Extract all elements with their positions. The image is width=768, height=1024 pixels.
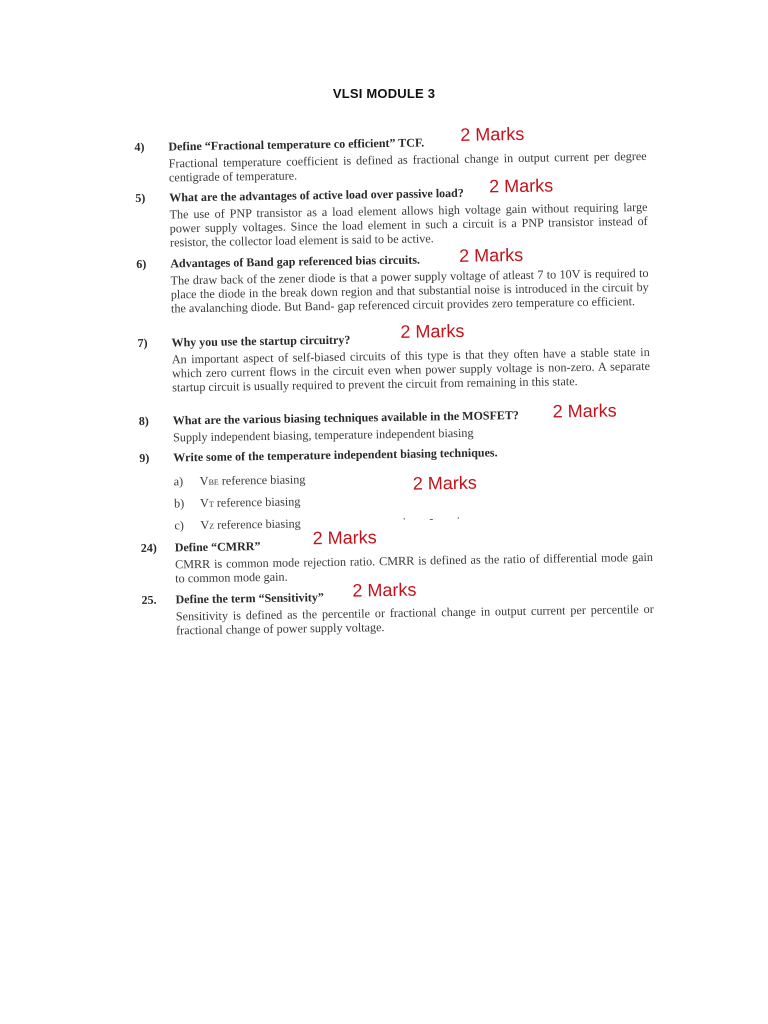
question-text: Advantages of Band gap referenced bias circuits. (170, 252, 421, 271)
question-text: Write some of the temperature independent biasing techniques. (173, 445, 498, 465)
marks-label: 2 Marks (352, 579, 417, 601)
page-title: VLSI MODULE 3 (332, 86, 436, 101)
question-text: Define “Fractional temperature co efficient” TCF. (168, 135, 425, 154)
question-7 (137, 320, 657, 395)
question-number: 25. (141, 592, 157, 607)
question-number: 9) (139, 450, 150, 465)
question-number: 24) (140, 540, 157, 555)
answer-text: Fractional temperature coefficient is defined as fractional change in output current per degree centigrade of temperature. (168, 148, 647, 185)
question-number: 7) (137, 335, 148, 350)
question-number: 4) (134, 139, 145, 154)
scan-specks: · - · (402, 510, 471, 526)
question-text: Define “CMRR” (174, 539, 261, 555)
marks-label: 2 Marks (400, 320, 465, 342)
marks-label: 2 Marks (460, 123, 525, 145)
answer-text: CMRR is common mode rejection ratio. CMRR is defined as the ratio of differential mode gain to common mode gain. (174, 549, 654, 586)
question-25 (141, 579, 661, 638)
question-text: Why you use the startup circuitry? (171, 332, 351, 350)
answer-text: Supply independent biasing, temperature independent biasing (172, 425, 474, 445)
marks-label: 2 Marks (412, 472, 477, 494)
question-text: What are the various biasing techniques available in the MOSFET? (172, 407, 519, 428)
marks-label: 2 Marks (488, 175, 554, 197)
question-number: 5) (135, 190, 146, 205)
question-9 (139, 443, 659, 533)
list-item: c) VZ reference biasing (174, 516, 301, 533)
question-4 (134, 123, 654, 185)
marks-label: 2 Marks (552, 400, 617, 422)
question-number: 6) (136, 256, 147, 271)
answer-text: The use of PNP transistor as a load element allows high voltage gain without requiring large power supply voltages. Since the load element in such a circuit is a PNP transistor instead of resistor, the collector load element is said to be active. (169, 199, 648, 250)
answer-text: The draw back of the zener diode is that a power supply voltage of atleast 7 to 10V is required to place the diode in the break down region and that substantial noise is introduced in the circuit by the avalanching diode. But Band- gap referenced circuit provides zero temperature co efficient. (170, 265, 649, 316)
marks-label: 2 Marks (459, 244, 524, 266)
list-item: b) VT reference biasing (173, 494, 301, 511)
question-24 (140, 527, 661, 586)
answer-text: Sensitivity is defined as the percentile or fractional change in output current per percentile or fractional change of power supply voltage. (175, 601, 654, 638)
question-number: 8) (138, 413, 149, 428)
question-text: What are the advantages of active load over passive load? (169, 185, 464, 205)
marks-label: 2 Marks (312, 527, 377, 549)
question-text: Define the term “Sensitivity” (175, 590, 324, 607)
question-8 (138, 400, 659, 445)
question-6 (136, 244, 656, 316)
answer-text: An important aspect of self-biased circuits of this type is that they often have a stable state in which zero current flows in the circuit even when power supply voltage is non-zero. A separate startup circuit is usually required to prevent the circuit from remaining in this state. (171, 344, 651, 395)
list-item: a) VBE reference biasing (173, 472, 306, 489)
scanned-page (134, 110, 662, 648)
